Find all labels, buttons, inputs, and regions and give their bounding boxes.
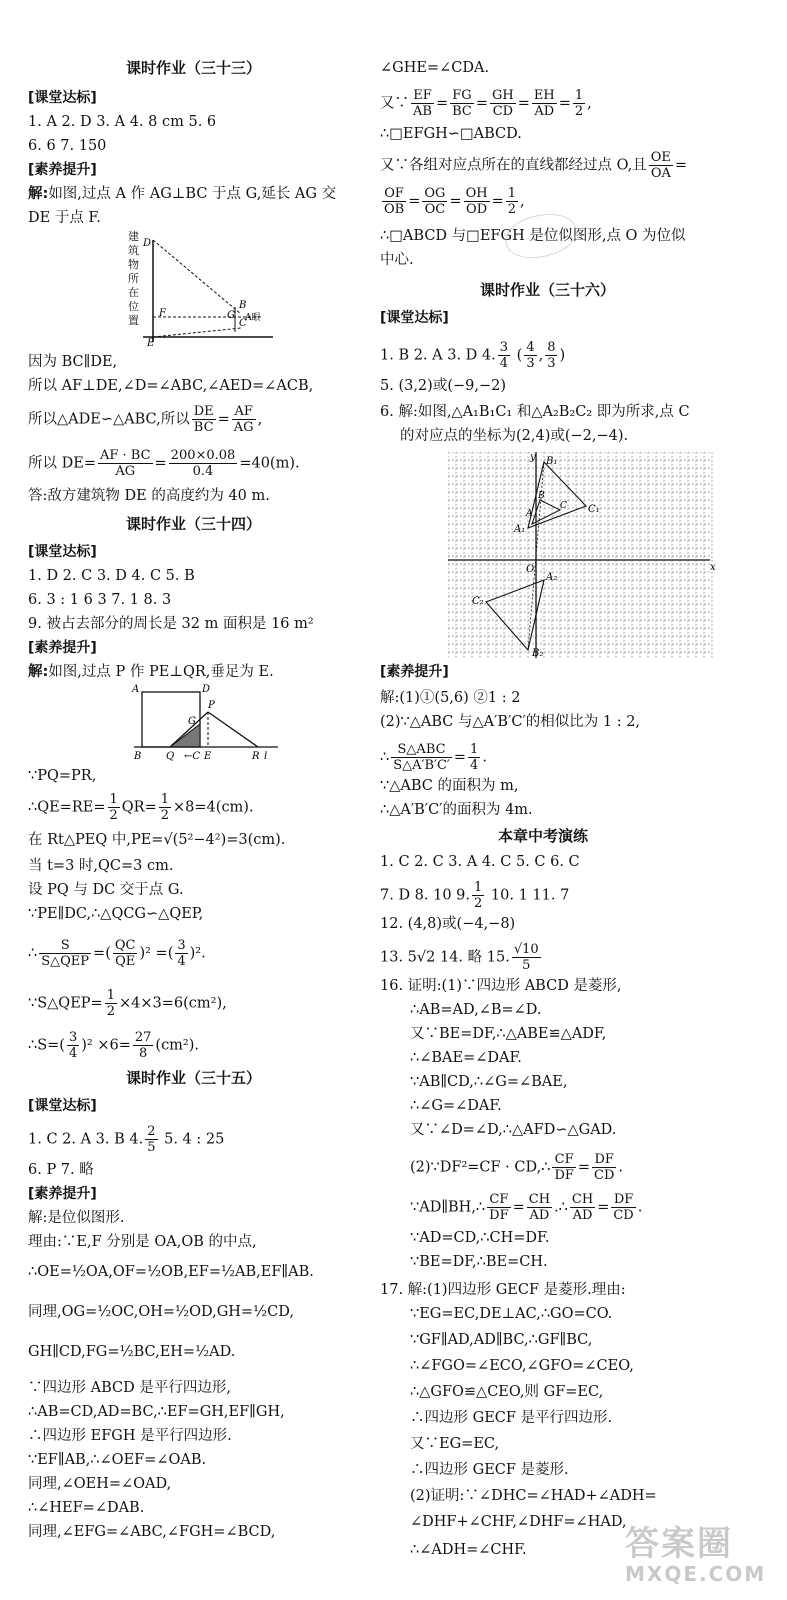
lesson33-section-improve: [素养提升] [28,162,97,178]
q16-line-6: ∴∠G=∠DAF. [410,1098,502,1114]
fig34-label-b: B [134,751,142,762]
grid-label-a2: A₂ [546,572,558,583]
fig33-vertical-label: 建筑物所在位置 [128,230,139,327]
q17-line-1: 17. 解:(1)四边形 GECF 是菱形.理由: [380,1282,626,1298]
q16-line-7: 又∵∠D=∠D,∴△AFD∽△GAD. [410,1122,617,1138]
lesson35-line-11: 同理,∠EFG=∠ABC,∠FGH=∠BCD, [28,1524,276,1540]
coordinate-grid-figure [448,452,718,658]
lesson34-line-2: ∴QE=RE= $\frac{1}{2}$ QR= $\frac{1}{2}$ ×8=4(cm). [28,792,254,823]
grid-label-b2: B₂ [532,648,544,658]
q17-line-8: ∴四边形 GECF 是菱形. [410,1462,569,1478]
lesson36-section-class: [课堂达标] [380,310,449,326]
fig34-label-g: G [188,716,196,727]
fig33-label-e: E [147,338,155,347]
q17-line-7: 又∵EG=EC, [410,1436,500,1452]
lesson35-line-1: 理由:∵E,F 分别是 OA,OB 的中点, [28,1234,257,1250]
q16-line-3: 又∵BE=DF,∴△ABE≌△ADF, [410,1026,607,1042]
q16-line-9: ∵AD∥BH,∴ $\frac{CF}{DF}$ = $\frac{CH}{AD}$ .∴ $\frac{CH}{AD}$ = $\frac{DF}{CD}$ . [410,1192,643,1223]
review-answers-3: 12. (4,8)或(−4,−8) [380,916,516,932]
watermark-cn: 答案圈 [625,1524,733,1564]
lesson33-section-class: [课堂达标] [28,90,97,106]
lesson36-line-3: ∴ $\frac{\text{S△ABC}}{S\triangle A'B'C'}$ = $\frac{1}{4}$ . [380,742,487,773]
q16-line-11: ∵BE=DF,∴BE=CH. [410,1254,548,1270]
proof-line-4: 又∵各组对应点所在的直线都经过点 O,且 $\frac{OE}{OA}$ = [380,150,688,181]
lesson34-line-5: 设 PQ 与 DC 交于点 G. [28,882,184,898]
grid-label-o: O [526,564,535,575]
q17-line-5: ∴△GFO≌△CEO,则 GF=EC, [410,1384,604,1400]
lesson36-line-4: ∵△ABC 的面积为 m, [380,778,519,794]
lesson34-line-1: ∵PQ=PR, [28,768,97,784]
lesson36-answers-6b: 的对应点的坐标为(2,4)或(−2,−4). [400,428,629,444]
lesson35-section-class: [课堂达标] [28,1098,97,1114]
lesson34-answers-3: 9. 被占去部分的周长是 32 m 面积是 16 m² [28,616,314,632]
review-answers-4: 13. 5√2 14. 略 15. $\frac{√10}{5}$ [380,942,539,973]
grid-label-b: B [538,491,545,501]
proof-line-7: 中心. [380,252,414,268]
review-answers-2: 7. D 8. 10 9. $\frac{1}{2}$ 10. 1 11. 7 [380,880,570,911]
fig33-label-eye: A眼 [245,313,261,323]
lesson36-answers-1: 1. B 2. A 3. D 4. $\frac{3}{4}$ ( $\frac{4}{3}$ , $\frac{8}{3}$ ) [380,340,566,371]
lesson34-line-8: ∵S△QEP= $\frac{1}{2}$ ×4×3=6(cm²), [28,988,227,1019]
lesson35-line-0: 解:是位似图形. [28,1210,125,1226]
q16-line-2: ∴AB=AD,∠B=∠D. [410,1002,542,1018]
fig34-label-q: Q [166,751,175,762]
fig33-label-d: D [143,238,152,249]
lesson34-line-7: ∴ $\frac{S}{\text{S△QEP}}$ =( $\frac{QC}{QE}$ )² =( $\frac{3}{4}$ )². [28,938,206,969]
proof-line-5: $\frac{OF}{OB}$ = $\frac{OG}{OC}$ = $\frac{OH}{OD}$ = $\frac{1}{2}$ , [384,186,525,217]
lesson35-line-8: ∵EF∥AB,∴∠OEF=∠OAB. [28,1452,207,1468]
q17-line-6: ∴四边形 GECF 是平行四边形. [410,1410,613,1426]
lesson33-solution-2: DE 于点 F. [28,210,101,226]
lesson34-section-improve: [素养提升] [28,640,97,656]
proof-line-2: 又∵ $\frac{EF}{AB}$ = $\frac{FG}{BC}$ = $\frac{GH}{CD}$ = $\frac{EH}{AD}$ = $\frac{1}{2}$ , [380,88,592,119]
lesson34-answers-2: 6. 3 : 1 6 3 7. 1 8. 3 [28,592,172,608]
lesson35-line-9: 同理,∠OEH=∠OAD, [28,1476,172,1492]
review-title: 本章中考演练 [498,827,589,845]
fig34-label-c: ←C [184,751,201,762]
q17-line-9: (2)证明:∵∠DHC=∠HAD+∠ADH= [410,1488,657,1504]
fig34-label-d: D [202,684,211,695]
building-figure [123,232,293,347]
lesson35-line-3: 同理,OG=½OC,OH=½OD,GH=½CD, [28,1304,294,1320]
lesson36-section-improve: [素养提升] [380,664,449,680]
grid-label-b1: B₁ [546,456,558,467]
lesson36-answers-6a: 6. 解:如图,△A₁B₁C₁ 和△A₂B₂C₂ 即为所求,点 C [380,404,690,420]
lesson34-section-class: [课堂达标] [28,544,97,560]
lesson35-line-6: ∴AB=CD,AD=BC,∴EF=GH,EF∥GH, [28,1404,285,1420]
lesson35-title: 课时作业（三十五） [126,1069,262,1087]
fig33-label-f: F [159,308,166,319]
proof-line-1: ∠GHE=∠CDA. [380,60,490,76]
lesson35-line-7: ∴四边形 EFGH 是平行四边形. [28,1428,232,1444]
q16-line-1: 16. 证明:(1)∵四边形 ABCD 是菱形, [380,978,622,994]
lesson33-answer: 答:敌方建筑物 DE 的高度约为 40 m. [28,488,270,504]
lesson34-line-3: 在 Rt△PEQ 中,PE=√(5²−4²)=3(cm). [28,832,286,848]
fig34-label-p: P [208,700,215,711]
lesson35-answers-2: 6. P 7. 略 [28,1162,94,1178]
lesson35-line-4: GH∥CD,FG=½BC,EH=½AD. [28,1344,236,1360]
lesson35-line-2: ∴OE=½OA,OF=½OB,EF=½AB,EF∥AB. [28,1264,314,1280]
grid-label-c: C [560,501,567,511]
fig34-label-a: A [132,684,140,695]
grid-label-a1: A₁ [514,524,526,535]
lesson33-title: 课时作业（三十三） [126,59,262,77]
lesson33-line-2: 所以 AF⊥DE,∠D=∠ABC,∠AED=∠ACB, [28,378,314,394]
lesson34-solution-1: 解:如图,过点 P 作 PE⊥QR,垂足为 E. [28,664,274,680]
grid-label-y: y [530,452,536,463]
proof-line-6: ∴□ABCD 与□EFGH 是位似图形,点 O 为位似 [380,228,686,244]
lesson35-line-5: ∵四边形 ABCD 是平行四边形, [28,1380,231,1396]
lesson33-answers-2: 6. 6 7. 150 [28,138,107,154]
lesson34-answers-1: 1. D 2. C 3. D 4. C 5. B [28,568,195,584]
lesson36-title: 课时作业（三十六） [480,281,616,299]
lesson34-line-6: ∵PE∥DC,∴△QCG∽△QEP, [28,906,204,922]
site-watermark [625,1525,775,1587]
lesson33-solution-1: 解:如图,过点 A 作 AG⊥BC 于点 G,延长 AG 交 [28,186,337,202]
fig33-label-g: G [227,310,235,321]
lesson33-answers-1: 1. A 2. D 3. A 4. 8 cm 5. 6 [28,114,217,130]
lesson35-line-10: ∴∠HEF=∠DAB. [28,1500,145,1516]
pentagon-figure [128,684,298,762]
lesson36-line-1: 解:(1)①(5,6) ②1 : 2 [380,690,521,706]
watermark-en: MXQE.COM [625,1562,767,1586]
fig33-label-b: B [239,300,247,311]
q16-line-4: ∴∠BAE=∠DAF. [410,1050,522,1066]
grid-label-c1: C₁ [588,504,600,515]
lesson35-section-improve: [素养提升] [28,1186,97,1202]
proof-line-3: ∴□EFGH∽□ABCD. [380,126,522,142]
q17-line-3: ∵GF∥AD,AD∥BC,∴GF∥BC, [410,1332,593,1348]
lesson34-line-4: 当 t=3 时,QC=3 cm. [28,858,174,874]
grid-label-x: x [710,562,716,573]
q17-line-10: ∠DHF+∠CHF,∠DHF=∠HAD, [410,1514,627,1530]
lesson35-answers-1: 1. C 2. A 3. B 4. $\frac{2}{5}$ 5. 4 : 25 [28,1124,225,1155]
lesson36-line-5: ∴△A′B′C′的面积为 4m. [380,802,533,818]
q17-line-4: ∴∠FGO=∠ECO,∠GFO=∠CEO, [410,1358,634,1374]
lesson34-line-9: ∴S=( $\frac{3}{4}$ )² ×6= $\frac{27}{8}$ (cm²). [28,1030,200,1061]
lesson33-line-3: 所以△ADE∽△ABC,所以 $\frac{DE}{BC}$ = $\frac{AF}{AG}$ , [28,404,263,435]
lesson34-title: 课时作业（三十四） [126,515,262,533]
q16-line-8: (2)∵DF²=CF · CD,∴ $\frac{CF}{DF}$ = $\frac{DF}{CD}$ . [410,1152,624,1183]
q16-line-10: ∵AD=CD,∴CH=DF. [410,1230,550,1246]
fig34-label-e: E [204,751,212,762]
fig33-label-c: C [239,318,247,329]
grid-label-a: A [526,509,533,519]
q17-line-2: ∵EG=EC,DE⊥AC,∴GO=CO. [410,1306,613,1322]
lesson33-line-4: 所以 DE= $\frac{AF \cdot BC}{AG}$ = $\frac{200\times 0.08}{0.4}$ =40(m). [28,448,300,479]
q17-line-11: ∴∠ADH=∠CHF. [410,1542,527,1558]
review-answers-1: 1. C 2. C 3. A 4. C 5. C 6. C [380,854,580,870]
lesson36-line-2: (2)∵△ABC 与△A′B′C′的相似比为 1 : 2, [380,714,641,730]
q16-line-5: ∵AB∥CD,∴∠G=∠BAE, [410,1074,568,1090]
fig34-label-l: l [264,751,268,762]
fig34-label-r: R [252,751,260,762]
lesson33-line-1: 因为 BC∥DE, [28,354,118,370]
grid-label-c2: C₂ [472,596,484,607]
lesson36-answers-5: 5. (3,2)或(−9,−2) [380,378,506,394]
